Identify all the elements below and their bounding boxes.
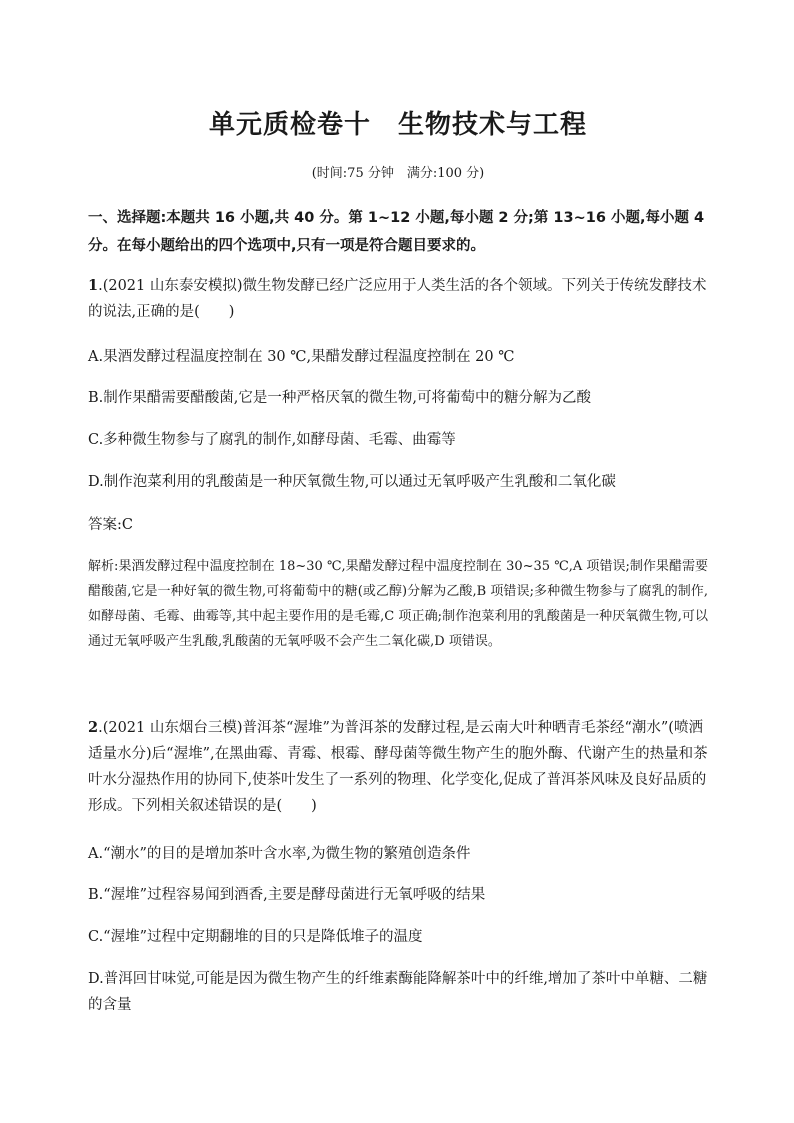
question-2-stem	[88, 715, 708, 819]
question-text: .(2021 山东泰安模拟)微生物发酵已经广泛应用于人类生活的各个领域。下列关于传统发酵技术的说法,正确的是( )	[88, 278, 707, 320]
question-number: 1	[88, 277, 99, 294]
question-1-answer: 答案:C	[88, 517, 133, 533]
question-text: .(2021 山东烟台三模)普洱茶“渥堆”为普洱茶的发酵过程,是云南大叶种晒青毛茶经“潮水”(喷洒适量水分)后“渥堆”,在黑曲霉、青霉、根霉、酵母菌等微生物产生的胞外酶、代谢产生的热量和茶叶水分湿热作用的协同下,使茶叶发生了一系列的物理、化学变化,促成了普洱茶风味及良好品质的形成。下列相关叙述错误的是( )	[88, 720, 708, 814]
question-1-option-a: A.果酒发酵过程温度控制在 30 ℃,果醋发酵过程温度控制在 20 ℃	[88, 349, 515, 365]
question-2-option-d: D.普洱回甘味觉,可能是因为微生物产生的纤维素酶能降解茶叶中的纤维,增加了茶叶中单糖、二糖的含量	[88, 971, 708, 1013]
section-heading: 一、选择题:本题共 16 小题,共 40 分。第 1~12 小题,每小题 2 分;第 13~16 小题,每小题 4 分。在每小题给出的四个选项中,只有一项是符合题目要求的。	[88, 210, 705, 254]
page-title: 单元质检卷十 生物技术与工程	[208, 110, 587, 140]
question-1-option-b: B.制作果醋需要醋酸菌,它是一种严格厌氧的微生物,可将葡萄中的糖分解为乙酸	[88, 390, 591, 406]
question-2-option-b: B.“渥堆”过程容易闻到酒香,主要是酵母菌进行无氧呼吸的结果	[88, 887, 486, 903]
question-2-option-a: A.“潮水”的目的是增加茶叶含水率,为微生物的繁殖创造条件	[88, 846, 471, 862]
question-number: 2	[88, 719, 99, 736]
exam-time-info: (时间:75 分钟 满分:100 分)	[311, 166, 485, 181]
question-1-stem	[88, 273, 708, 325]
question-1-analysis: 解析:果酒发酵过程中温度控制在 18~30 ℃,果醋发酵过程中温度控制在 30~35 ℃,A 项错误;制作果醋需要醋酸菌,它是一种好氧的微生物,可将葡萄中的糖(或乙醇)分解为乙酸,B 项错误;多种微生物参与了腐乳的制作,如酵母菌、毛霉、曲霉等,其中起主要作用的是毛霉,C 项正确;制作泡菜利用的乳酸菌是一种厌氧微生物,可以通过无氧呼吸产生乳酸,乳酸菌的无氧呼吸不会产生二氧化碳,D 项错误。	[88, 559, 708, 649]
question-1-option-d: D.制作泡菜利用的乳酸菌是一种厌氧微生物,可以通过无氧呼吸产生乳酸和二氧化碳	[88, 474, 616, 490]
question-2-option-c: C.“渥堆”过程中定期翻堆的目的只是降低堆子的温度	[88, 929, 423, 945]
question-1-option-c: C.多种微生物参与了腐乳的制作,如酵母菌、毛霉、曲霉等	[88, 432, 456, 448]
